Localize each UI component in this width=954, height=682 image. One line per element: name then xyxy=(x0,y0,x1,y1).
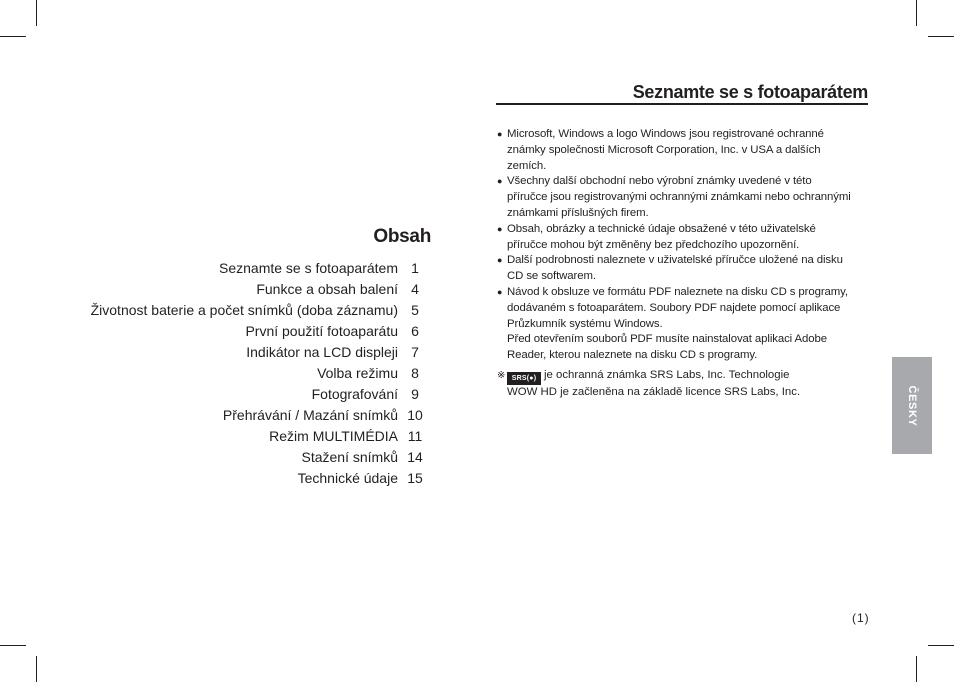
toc-entry xyxy=(60,468,430,489)
toc-entry-page: 14 xyxy=(407,449,423,465)
toc-entry-label: Volba režimu xyxy=(317,365,398,381)
crop-mark-bottom-right-h xyxy=(928,645,954,646)
toc-entry-label: Přehrávání / Mazání snímků xyxy=(222,407,398,423)
note-item xyxy=(497,285,869,364)
toc-entry-label: Stažení snímků xyxy=(301,449,398,465)
note-line: příručce mohou být změněny bez předchozího upozornění. xyxy=(507,238,800,251)
note-line: známky společnosti Microsoft Corporation, Inc. v USA a dalších xyxy=(507,143,821,156)
toc-entry-page: 1 xyxy=(411,260,419,276)
note-item xyxy=(497,253,869,285)
crop-mark-top-left-h xyxy=(0,36,26,37)
note-line: Před otevřením souborů PDF musíte nainstalovat aplikaci Adobe xyxy=(507,333,827,346)
crop-mark-bottom-left-h xyxy=(0,645,26,646)
section-title: Seznamte se s fotoaparátem xyxy=(632,82,868,102)
language-tab xyxy=(892,357,932,454)
bullet-icon: ● xyxy=(497,129,503,139)
toc-entry-label: Životnost baterie a počet snímků (doba záznamu) xyxy=(90,302,398,318)
toc-entry-page: 15 xyxy=(407,470,423,486)
toc-entry xyxy=(60,300,430,321)
language-tab-label: ČESKY xyxy=(906,385,918,426)
bullet-icon: ● xyxy=(497,286,503,297)
bullet-icon: ● xyxy=(497,176,503,187)
note-line: Microsoft, Windows a logo Windows jsou registrované ochranné xyxy=(507,128,824,140)
toc-entry-page: 9 xyxy=(411,386,419,402)
toc-entry xyxy=(60,258,430,279)
toc-entry-label: Technické údaje xyxy=(297,470,398,486)
toc-entry xyxy=(60,321,430,342)
srs-note-line-2: WOW HD je začleněna na základě licence SRS Labs, Inc. xyxy=(507,386,801,398)
toc-list xyxy=(60,258,430,489)
toc-entry-label: Funkce a obsah balení xyxy=(256,281,398,297)
note-line: Další podrobnosti naleznete v uživatelské příručce uložené na disku xyxy=(507,254,843,267)
note-line: Reader, kterou naleznete na disku CD s programy. xyxy=(507,349,758,362)
note-line: CD se softwarem. xyxy=(507,270,596,283)
crop-mark-top-right-h xyxy=(928,36,954,37)
toc-entry xyxy=(60,447,430,468)
crop-mark-top-left-v xyxy=(36,0,37,26)
note-line: Všechny další obchodní nebo výrobní známky uvedené v této xyxy=(507,175,812,188)
toc-entry-label: Fotografování xyxy=(311,386,398,402)
note-line: Průzkumník systému Windows. xyxy=(507,317,663,330)
toc-entry-page: 10 xyxy=(407,407,423,423)
toc-entry-page: 7 xyxy=(411,344,419,360)
note-item xyxy=(497,127,869,174)
reference-mark-icon: ※ xyxy=(497,370,506,381)
section-title-rule xyxy=(496,103,868,105)
note-line: příručce jsou registrovanými ochrannými známkami nebo ochrannými xyxy=(507,191,851,204)
toc-entry-page: 8 xyxy=(411,365,419,381)
toc-entry-page: 5 xyxy=(411,302,419,318)
crop-mark-top-right-v xyxy=(916,0,917,26)
note-line: dodávaném s fotoaparátem. Soubory PDF najdete pomocí aplikace xyxy=(507,301,841,314)
toc-entry-label: Indikátor na LCD displeji xyxy=(246,344,398,360)
toc-entry-page: 4 xyxy=(411,281,419,297)
srs-logo: SRS(●) xyxy=(507,372,541,385)
toc-entry xyxy=(60,279,430,300)
toc-entry-page: 11 xyxy=(407,428,423,444)
note-line: Návod k obsluze ve formátu PDF naleznete na disku CD s programy, xyxy=(507,285,848,298)
crop-mark-bottom-right-v xyxy=(916,656,917,682)
note-item xyxy=(497,174,869,221)
note-item xyxy=(497,222,869,254)
page-number: (1) xyxy=(852,611,870,625)
toc-entry-label: Režim MULTIMÉDIA xyxy=(269,428,398,444)
toc-entry xyxy=(60,405,430,426)
toc-entry xyxy=(60,426,430,447)
toc-entry-page: 6 xyxy=(411,323,419,339)
note-line: Obsah, obrázky a technické údaje obsažené v této uživatelské xyxy=(507,222,816,235)
note-line: zemích. xyxy=(507,159,547,172)
bullet-icon: ● xyxy=(497,255,503,266)
toc-entry xyxy=(60,384,430,405)
toc-entry xyxy=(60,363,430,384)
srs-note-line-1: je ochranná známka SRS Labs, Inc. Technologie xyxy=(544,369,790,381)
crop-mark-bottom-left-v xyxy=(36,656,37,682)
toc-entry-label: Seznamte se s fotoaparátem xyxy=(219,260,398,276)
bullet-icon: ● xyxy=(497,223,503,234)
toc-title: Obsah xyxy=(373,226,431,247)
toc-entry-label: První použití fotoaparátu xyxy=(245,323,398,339)
toc-entry xyxy=(60,342,430,363)
srs-trademark-note xyxy=(497,368,869,401)
note-line: známkami příslušných firem. xyxy=(507,206,649,219)
notes-list xyxy=(497,127,869,364)
